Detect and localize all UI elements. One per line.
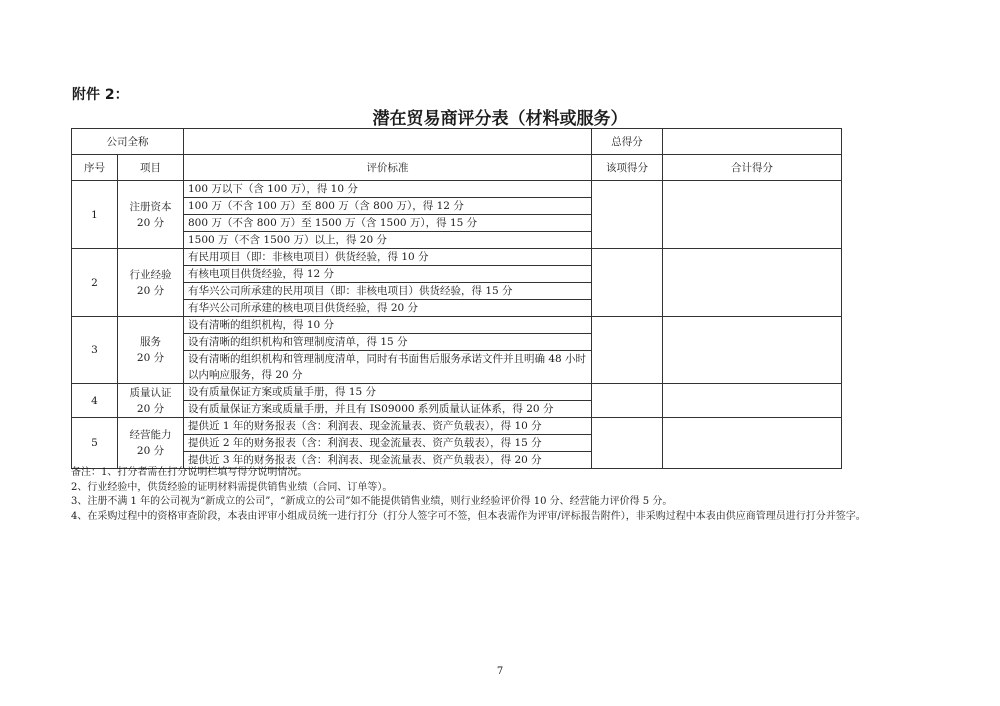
group-item — [118, 418, 184, 469]
group-item — [118, 317, 184, 384]
group-item-points: 20 分 — [136, 216, 165, 229]
criteria-cell: 800 万（不含 800 万）至 1500 万（含 1500 万），得 15 分 — [184, 215, 592, 232]
item-score-cell — [592, 384, 663, 418]
criteria-cell: 设有质量保证方案或质量手册，得 15 分 — [184, 384, 592, 401]
group-item-name: 注册资本 — [129, 200, 172, 213]
criteria-cell: 设有清晰的组织机构和管理制度清单，得 15 分 — [184, 334, 592, 351]
criteria-cell: 有华兴公司所承建的民用项目（即：非核电项目）供货经验，得 15 分 — [184, 283, 592, 300]
criteria-cell: 设有清晰的组织机构和管理制度清单，同时有书面售后服务承诺文件并且明确 48 小时以内响应服务，得 20 分 — [184, 351, 592, 384]
sum-score-cell — [663, 418, 842, 469]
group-item — [118, 181, 184, 249]
header-row — [72, 155, 842, 181]
criteria-cell: 有民用项目（即：非核电项目）供货经验，得 10 分 — [184, 249, 592, 266]
group-no: 1 — [72, 181, 118, 249]
company-row — [72, 129, 842, 155]
group-item-points: 20 分 — [136, 402, 165, 415]
group-item-name: 行业经验 — [129, 268, 172, 281]
group-item — [118, 249, 184, 317]
group-no: 2 — [72, 249, 118, 317]
note-line: 4、在采购过程中的资格审查阶段，本表由评审小组成员统一进行打分（打分人签字可不签，但本表需作为评审/评标报告附件），非采购过程中本表由供应商管理员进行打分并签字。 — [71, 510, 866, 522]
criteria-cell: 有核电项目供货经验，得 12 分 — [184, 266, 592, 283]
group-item — [118, 384, 184, 418]
item-score-cell — [592, 181, 663, 249]
criteria-cell: 设有清晰的组织机构，得 10 分 — [184, 317, 592, 334]
group-no: 3 — [72, 317, 118, 384]
criteria-cell: 100 万（不含 100 万）至 800 万（含 800 万），得 12 分 — [184, 198, 592, 215]
criteria-cell: 1500 万（不含 1500 万）以上，得 20 分 — [184, 232, 592, 249]
criteria-cell: 提供近 3 年的财务报表（含：利润表、现金流量表、资产负载表），得 20 分 — [184, 452, 592, 469]
criteria-cell: 提供近 2 年的财务报表（含：利润表、现金流量表、资产负载表），得 15 分 — [184, 435, 592, 452]
attachment-label: 附件 2： — [72, 87, 129, 103]
item-score-cell — [592, 317, 663, 384]
group-item-name: 经营能力 — [129, 429, 172, 441]
total-score-label: 总得分 — [592, 129, 663, 155]
item-score-cell — [592, 418, 663, 469]
scoring-table — [71, 128, 842, 469]
header-item: 项目 — [118, 155, 184, 181]
notes — [71, 466, 931, 524]
note-line: 备注：1、打分者需在打分说明栏填写得分说明情况。 — [71, 467, 308, 478]
criteria-cell: 提供近 1 年的财务报表（含：利润表、现金流量表、资产负载表），得 10 分 — [184, 418, 592, 435]
sum-score-cell — [663, 181, 842, 249]
table-row — [72, 249, 842, 266]
header-no: 序号 — [72, 155, 118, 181]
header-sum-score: 合计得分 — [663, 155, 842, 181]
group-item-name: 服务 — [140, 336, 161, 348]
group-no: 4 — [72, 384, 118, 418]
page-number: 7 — [496, 666, 504, 677]
note-line: 3、注册不满 1 年的公司视为“新成立的公司”，“新成立的公司”如不能提供销售业绩，则行业经验评价得 10 分、经营能力评价得 5 分。 — [71, 496, 673, 507]
page-title: 潜在贸易商评分表（材料或服务） — [372, 109, 628, 129]
header-criteria: 评价标准 — [184, 155, 592, 181]
table-row — [72, 317, 842, 334]
item-score-cell — [592, 249, 663, 317]
group-item-points: 20 分 — [136, 284, 165, 297]
sum-score-cell — [663, 249, 842, 317]
group-item-points: 20 分 — [136, 352, 165, 364]
header-item-score: 该项得分 — [592, 155, 663, 181]
criteria-cell: 设有质量保证方案或质量手册，并且有 IS09000 系列质量认证体系，得 20 分 — [184, 401, 592, 418]
table-row — [72, 418, 842, 435]
total-score-value — [663, 129, 842, 155]
group-item-points: 20 分 — [136, 445, 165, 457]
company-name-value — [184, 129, 592, 155]
sum-score-cell — [663, 317, 842, 384]
group-no: 5 — [72, 418, 118, 469]
group-item-name: 质量认证 — [129, 386, 172, 399]
note-line: 2、行业经验中，供货经验的证明材料需提供销售业绩（合同、订单等）。 — [71, 481, 393, 493]
criteria-cell: 100 万以下（含 100 万），得 10 分 — [184, 181, 592, 198]
table-row — [72, 384, 842, 401]
table-row — [72, 181, 842, 198]
sum-score-cell — [663, 384, 842, 418]
criteria-cell: 有华兴公司所承建的核电项目供货经验，得 20 分 — [184, 300, 592, 317]
company-name-label: 公司全称 — [72, 129, 184, 155]
